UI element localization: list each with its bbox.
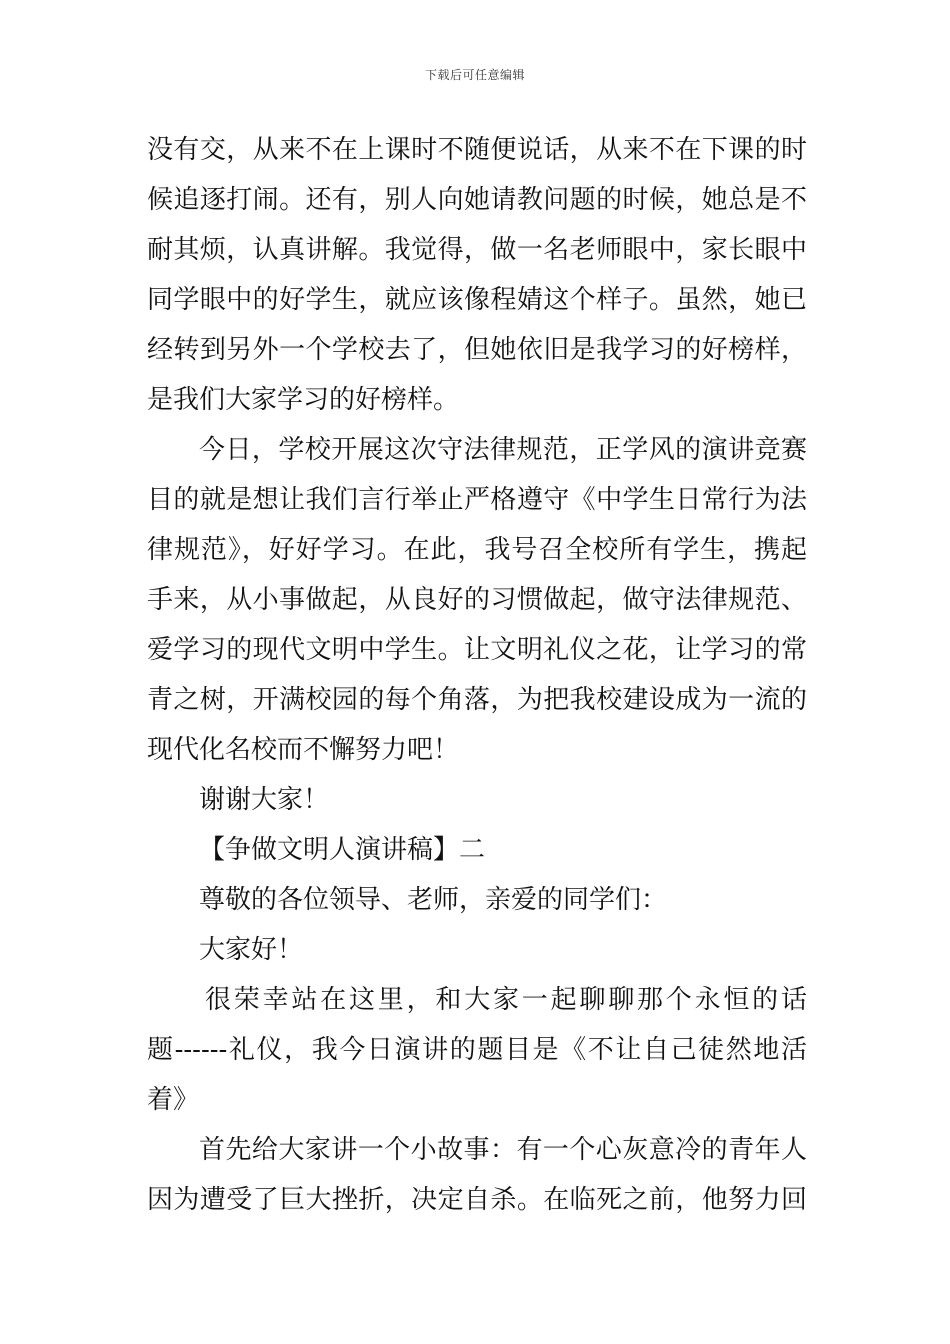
text-line: 手来，从小事做起，从良好的习惯做起，做守法律规范、: [147, 585, 807, 615]
text-line: 经转到另外一个学校去了，但她依旧是我学习的好榜样，: [147, 335, 807, 365]
text-line: 尊敬的各位领导、老师，亲爱的同学们：: [199, 885, 668, 915]
text-line: 是我们大家学习的好榜样。: [147, 385, 460, 415]
text-line: 因为遭受了巨大挫折，决定自杀。在临死之前，他努力回: [147, 1185, 807, 1215]
text-line: 青之树，开满校园的每个角落，为把我校建设成为一流的: [147, 685, 807, 715]
text-line: 目的就是想让我们言行举止严格遵守《中学生日常行为法: [147, 485, 807, 515]
text-line: 今日，学校开展这次守法律规范，正学风的演讲竞赛: [199, 435, 807, 465]
text-line: 首先给大家讲一个小故事：有一个心灰意冷的青年人: [199, 1135, 807, 1165]
text-line: 候追逐打闹。还有，别人向她请教问题的时候，她总是不: [147, 185, 807, 215]
text-line: 律规范》，好好学习。在此，我号召全校所有学生，携起: [147, 535, 807, 565]
text-line: 爱学习的现代文明中学生。让文明礼仪之花，让学习的常: [147, 635, 807, 665]
text-line: 同学眼中的好学生，就应该像程婧这个样子。虽然，她已: [147, 285, 807, 315]
text-line: 现代化名校而不懈努力吧！: [147, 735, 460, 765]
page-header: 下载后可任意编辑: [424, 68, 525, 82]
text-line: 大家好！: [199, 935, 304, 965]
text-line: 很荣幸站在这里，和大家一起聊聊那个永恒的话: [205, 985, 807, 1015]
text-line: 没有交，从来不在上课时不随便说话，从来不在下课的时: [147, 135, 807, 165]
text-line: 耐其烦，认真讲解。我觉得，做一名老师眼中，家长眼中: [147, 235, 807, 265]
text-line: 谢谢大家！: [199, 785, 330, 815]
document-body: [147, 128, 807, 1228]
text-line: 着》: [147, 1085, 200, 1115]
section-heading: 【争做文明人演讲稿】二: [199, 835, 486, 865]
text-line: 题------礼仪，我今日演讲的题目是《不让自己徒然地活: [147, 1035, 807, 1065]
